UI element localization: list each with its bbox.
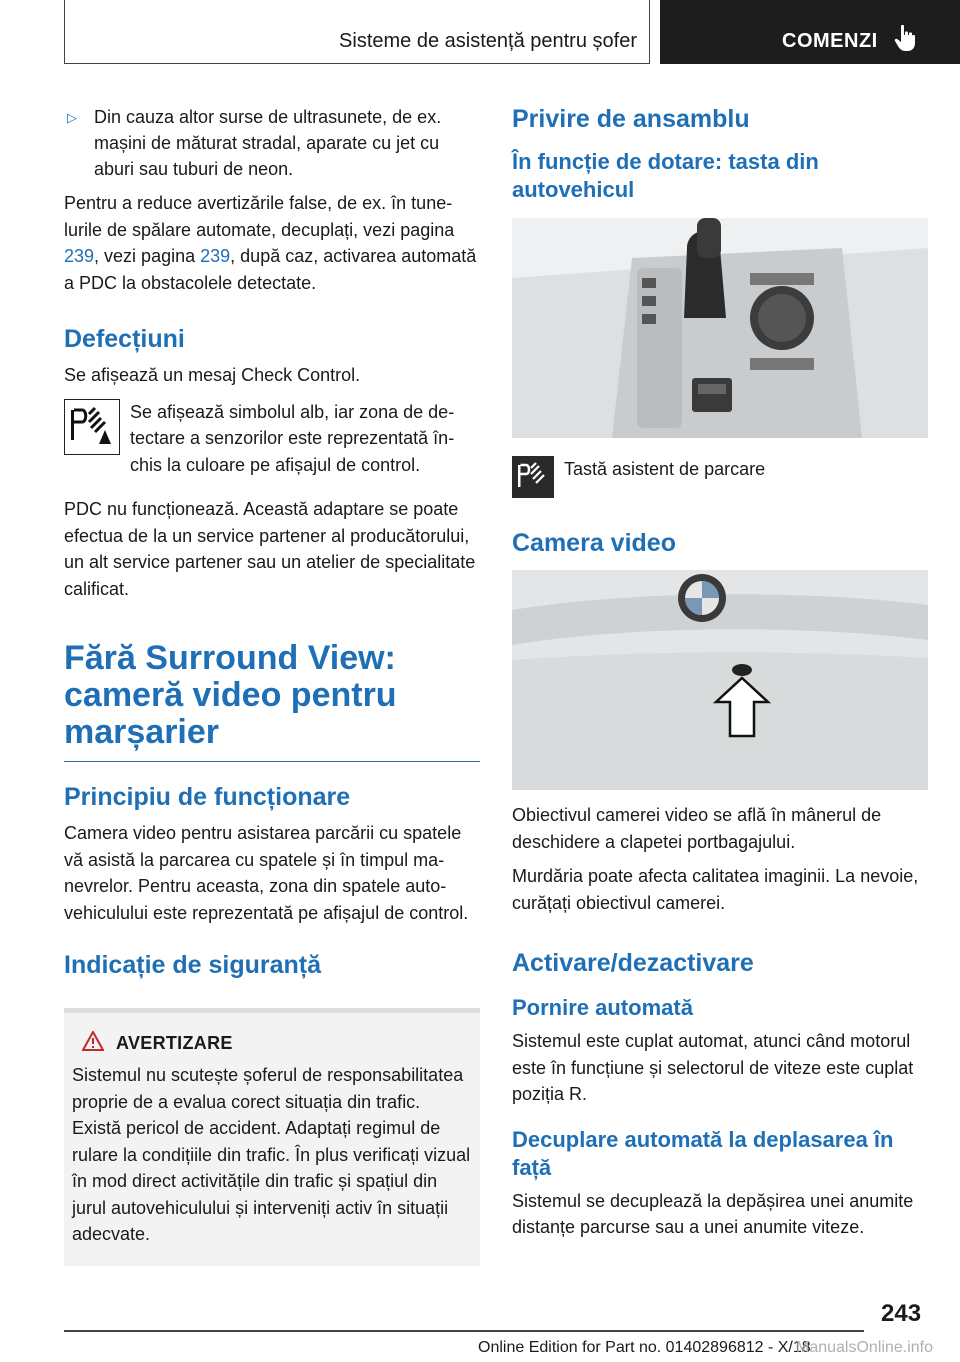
right-column [512, 104, 928, 1241]
header-tab-label: COMENZI [782, 30, 878, 52]
bullet-text: Din cauza altor surse de ultrasunete, de ex. mașini de măturat stradal, aparate cu jet cu aburi sau tuburi de neon. [94, 107, 442, 179]
list-item [64, 104, 480, 182]
watermark: ManualsOnline.info [796, 1339, 933, 1356]
left-column [64, 104, 480, 1266]
page-link[interactable]: 239 [64, 246, 95, 266]
heading-safety: Indicație de siguranță [64, 951, 322, 979]
paragraph-false-warnings: Pentru a reduce avertizările false, de ex. în tunelurile de spălare automate, decuplați, vezi pagina 239, vezi pagina 239, după caz, activarea automată a PDC la obstacolele detectate. [64, 193, 477, 293]
warning-header [72, 1031, 472, 1056]
heading-principle: Principiu de funcționare [64, 783, 351, 811]
footer-divider [64, 1330, 864, 1332]
paragraph-auto-off: Sistemul se decuplează la depășirea unei anumite distanțe parcurse sau a unei anumite viteze. [512, 1190, 914, 1237]
icon-note-button [512, 456, 928, 498]
paragraph-principle: Camera video pentru asistarea parcării cu spatele vă asistă la parcarea cu spatele și în timpul manevrelor. Pentru aceasta, zona din spatele autovehiculului este reprezentată pe afișajul de control. [64, 823, 469, 923]
tailgate-camera-photo [512, 570, 928, 790]
heading-auto-on: Pornire automată [512, 995, 693, 1020]
heading-defects: Defecțiuni [64, 325, 185, 353]
hand-pointer-icon [894, 24, 916, 57]
pdc-fault-icon [64, 399, 120, 455]
warning-title: AVERTIZARE [116, 1033, 233, 1053]
chapter-heading: Fără Surround View: cameră video pentru marșarier [64, 640, 480, 762]
header-section-box [64, 0, 650, 64]
heading-equipment: În funcție de dotare: tasta din autovehicul [512, 149, 819, 202]
warning-box [64, 1008, 480, 1266]
warning-triangle-icon [82, 1031, 104, 1056]
page-number: 243 [881, 1300, 922, 1327]
center-console-photo [512, 218, 928, 438]
park-assist-icon [512, 456, 554, 498]
paragraph-check-control: Se afișează un mesaj Check Control. [64, 365, 361, 385]
bullet-triangle-icon: ▷ [67, 110, 77, 125]
heading-auto-off: Decuplare automată la deplasarea în față [512, 1126, 894, 1180]
paragraph-auto-on: Sistemul este cuplat automat, atunci când motorul este în funcțiune și selectorul de viteze este cuplat poziția R. [512, 1031, 914, 1104]
footer-edition: Online Edition for Part no. 01402896812 - X/18 [478, 1339, 811, 1356]
paragraph-icon-desc: Se afișează simbolul alb, iar zona de detectare a senzorilor este reprezentată închis la culoare pe afișajul de control. [130, 401, 455, 475]
icon-note [64, 399, 480, 479]
heading-camera: Camera video [512, 529, 676, 557]
paragraph-camera-clean: Murdăria poate afecta calitatea imaginii. La nevoie, curățați obiectivul camerei. [512, 866, 919, 913]
page-link[interactable]: 239 [200, 246, 231, 266]
heading-activate: Activare/dezactivare [512, 949, 754, 977]
paragraph-button-label: Tastă asistent de parcare [564, 459, 766, 479]
header-section-title: Sisteme de asistență pentru șofer [339, 30, 637, 52]
paragraph-camera-location: Obiectivul camerei video se află în mânerul de deschidere a clapetei portbagajului. [512, 805, 882, 852]
heading-overview: Privire de ansamblu [512, 105, 750, 133]
warning-text: Sistemul nu scutește șoferul de responsabilitatea proprie de a evalua corect situația din trafic. Există pericol de accident. Adaptați regimul de rulare la condițiile din trafic. În plus verificați vizual în mod direct activitățile din trafic și spațiul din jurul autovehiculului și interveniți activ în situații adecvate. [72, 1065, 471, 1244]
header-tab[interactable] [660, 0, 960, 64]
paragraph-service: PDC nu funcționează. Această adaptare se poate efectua de la un service partener al producătorului, un alt service partener sau un atelier de specialitate calificat. [64, 499, 476, 599]
